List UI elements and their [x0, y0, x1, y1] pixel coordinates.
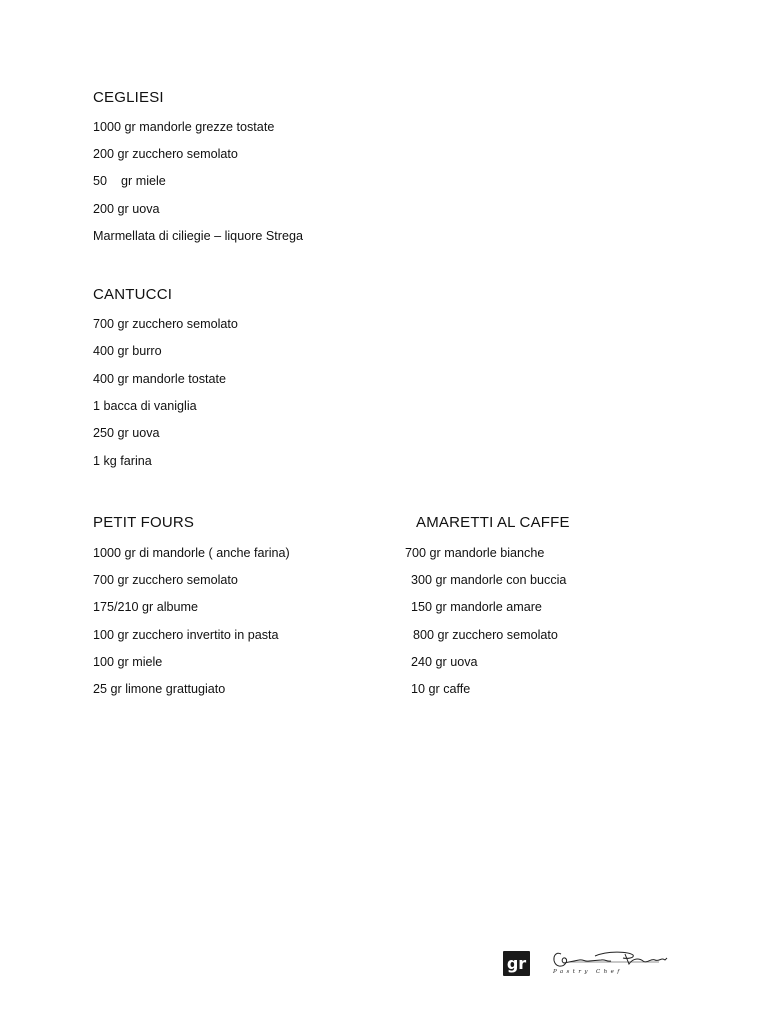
amaretti-title: AMARETTI AL CAFFE — [416, 514, 570, 531]
cegliesi-ingredient: 200 gr uova — [93, 202, 160, 216]
pastry-chef-caption: Pastry Chef — [553, 969, 623, 975]
cantucci-ingredient: 400 gr burro — [93, 344, 162, 358]
cantucci-ingredient: 400 gr mandorle tostate — [93, 372, 227, 386]
chef-signature — [549, 946, 671, 982]
petit-fours-ingredient: 100 gr zucchero invertito in pasta — [93, 628, 279, 642]
cantucci-ingredient: 700 gr zucchero semolato — [93, 317, 238, 331]
petit-fours-ingredient: 1000 gr di mandorle ( anche farina) — [93, 546, 290, 560]
cegliesi-ingredient: 200 gr zucchero semolato — [93, 147, 238, 161]
cegliesi-title: CEGLIESI — [93, 89, 164, 106]
amaretti-ingredient: 300 gr mandorle con buccia — [411, 573, 567, 587]
cegliesi-ingredient: 1000 gr mandorle grezze tostate — [93, 120, 275, 134]
cantucci-ingredient: 1 kg farina — [93, 454, 152, 468]
cantucci-ingredient: 250 gr uova — [93, 426, 160, 440]
amaretti-ingredient: 150 gr mandorle amare — [411, 600, 542, 614]
cantucci-title: CANTUCCI — [93, 286, 173, 303]
cegliesi-ingredient: Marmellata di ciliegie – liquore Strega — [93, 229, 303, 243]
amaretti-ingredient: 10 gr caffe — [411, 682, 471, 696]
amaretti-ingredient: 700 gr mandorle bianche — [405, 546, 545, 560]
cegliesi-ingredient: 50 gr miele — [93, 174, 166, 188]
cantucci-ingredient: 1 bacca di vaniglia — [93, 399, 197, 413]
gr-logo: gr — [503, 951, 530, 976]
amaretti-ingredient: 240 gr uova — [411, 655, 478, 669]
petit-fours-ingredient: 700 gr zucchero semolato — [93, 573, 238, 587]
petit-fours-ingredient: 25 gr limone grattugiato — [93, 682, 226, 696]
petit-fours-ingredient: 100 gr miele — [93, 655, 163, 669]
amaretti-ingredient: 800 gr zucchero semolato — [413, 628, 558, 642]
petit-fours-title: PETIT FOURS — [93, 514, 195, 531]
petit-fours-ingredient: 175/210 gr albume — [93, 600, 199, 614]
